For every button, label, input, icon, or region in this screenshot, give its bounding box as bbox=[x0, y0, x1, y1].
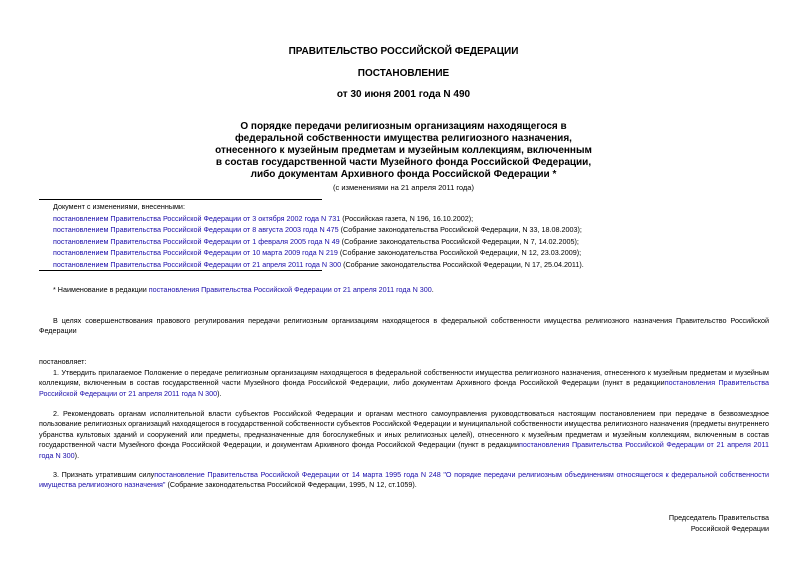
amendment-source: (Собрание законодательства Российской Федерации, N 33, 18.08.2003); bbox=[338, 225, 582, 234]
paragraph-3 bbox=[39, 470, 769, 491]
subject-line: О порядке передачи религиозным организациям находящегося в bbox=[240, 121, 567, 132]
amendment-item bbox=[53, 236, 584, 248]
subject-line: либо документам Архивного фонда Российской Федерации * bbox=[250, 169, 557, 180]
decree-word: постановляет: bbox=[39, 357, 87, 366]
footnote-prefix: * Наименование в редакции bbox=[53, 285, 149, 294]
amendment-link[interactable]: постановлением Правительства Российской Федерации от 21 апреля 2011 года N 300 bbox=[53, 259, 342, 269]
subject-line: отнесенного к музейным предметам и музейным коллекциям, включенным bbox=[215, 145, 592, 156]
divider bbox=[39, 199, 322, 200]
footnote bbox=[53, 284, 434, 296]
amended-note: (с изменениями на 21 апреля 2011 года) bbox=[333, 183, 474, 192]
footnote-suffix: . bbox=[431, 285, 434, 294]
preamble: В целях совершенствования правового регулирования передачи религиозным организациям находящегося в федеральной собственности имущества религиозного назначения Правительство Российской Федерации bbox=[39, 316, 769, 336]
amendment-item bbox=[53, 247, 584, 259]
document-type: ПОСТАНОВЛЕНИЕ bbox=[357, 68, 450, 79]
amendment-item bbox=[53, 213, 584, 225]
divider bbox=[39, 270, 322, 271]
subject-line: федеральной собственности имущества религиозного назначения, bbox=[235, 133, 572, 144]
amendments-intro: Документ с изменениями, внесенными: bbox=[53, 202, 185, 211]
paragraph-text: 2. Рекомендовать органам исполнительной власти субъектов Российской Федерации и органам местного самоуправления руководствоваться настоящим постановлением при передаче в безвозмездное пользование религиозных организаций находящегося в государственной собственности субъектов Российской Федерации и муниципальной собственности имущества религиозного назначения (предметы внутреннего убранства культовых зданий и сооружений или предметы, предназначенные для богослужебных и иных религиозных целей), отнесенного к музейным предметам и музейным коллекциям, включенным в состав государственной части Музейного фонда Российской Федерации, и документам Архивного фонда Российской Федерации (пункт в редакции bbox=[39, 409, 769, 450]
amendment-link[interactable]: постановлением Правительства Российской Федерации от 3 октября 2002 года N 731 bbox=[53, 213, 341, 223]
signature-line: Председатель Правительства bbox=[668, 513, 769, 522]
amendment-source: (Собрание законодательства Российской Федерации, N 17, 25.04.2011). bbox=[341, 259, 584, 269]
amendments-list bbox=[53, 201, 584, 270]
amendment-source: (Собрание законодательства Российской Федерации, N 7, 14.02.2005); bbox=[339, 236, 579, 246]
paragraph-tail: ). bbox=[74, 450, 80, 460]
footnote-link[interactable]: постановления Правительства Российской Федерации от 21 апреля 2011 года N 300 bbox=[148, 285, 432, 294]
document-date-number: от 30 июня 2001 года N 490 bbox=[336, 89, 471, 100]
paragraph-link[interactable]: постановления Правительства Российской Федерации от 21 апреля 2011 года N 300 bbox=[39, 440, 769, 460]
amendment-link[interactable]: постановлением Правительства Российской Федерации от 8 августа 2003 года N 475 bbox=[53, 225, 339, 234]
subject-line: в состав государственной части Музейного фонда Российской Федерации, bbox=[215, 157, 592, 168]
amendment-source: (Собрание законодательства Российской Федерации, N 12, 23.03.2009); bbox=[337, 248, 582, 257]
amendment-item bbox=[53, 259, 584, 271]
signature bbox=[669, 512, 769, 534]
paragraph-1 bbox=[39, 368, 769, 399]
paragraph-2 bbox=[39, 409, 769, 461]
paragraph-link[interactable]: постановления Правительства Российской Федерации от 21 апреля 2011 года N 300 bbox=[39, 378, 769, 398]
government-title: ПРАВИТЕЛЬСТВО РОССИЙСКОЙ ФЕДЕРАЦИИ bbox=[288, 46, 519, 57]
amendment-link[interactable]: постановлением Правительства Российской Федерации от 1 февраля 2005 года N 49 bbox=[53, 236, 340, 246]
document-subject bbox=[0, 121, 807, 181]
amendment-source: (Российская газета, N 196, 16.10.2002); bbox=[340, 213, 474, 223]
paragraph-text: 1. Утвердить прилагаемое Положение о передаче религиозным организациям находящегося в федеральной собственности имущества религиозного назначения, отнесенного к музейным предметам и музейным коллекциям, включенным в состав государственной части Музейного фонда Российской Федерации, либо документам Архивного фонда Российской Федерации (пункт в редакции bbox=[39, 368, 769, 388]
signature-line: Российской Федерации bbox=[690, 524, 769, 533]
paragraph-tail: (Собрание законодательства Российской Федерации, 1995, N 12, ст.1059). bbox=[165, 480, 417, 490]
amendment-link[interactable]: постановлением Правительства Российской Федерации от 10 марта 2009 года N 219 bbox=[53, 248, 338, 257]
paragraph-tail: ). bbox=[217, 388, 222, 398]
amendment-item bbox=[53, 224, 584, 236]
paragraph-text: 3. Признать утратившим силу bbox=[53, 470, 155, 479]
paragraph-link[interactable]: постановление Правительства Российской Федерации от 14 марта 1995 года N 248 "О порядке передачи религиозным объединениям относящегося к федеральной собственности имущества религиозного назначения" bbox=[39, 470, 769, 490]
